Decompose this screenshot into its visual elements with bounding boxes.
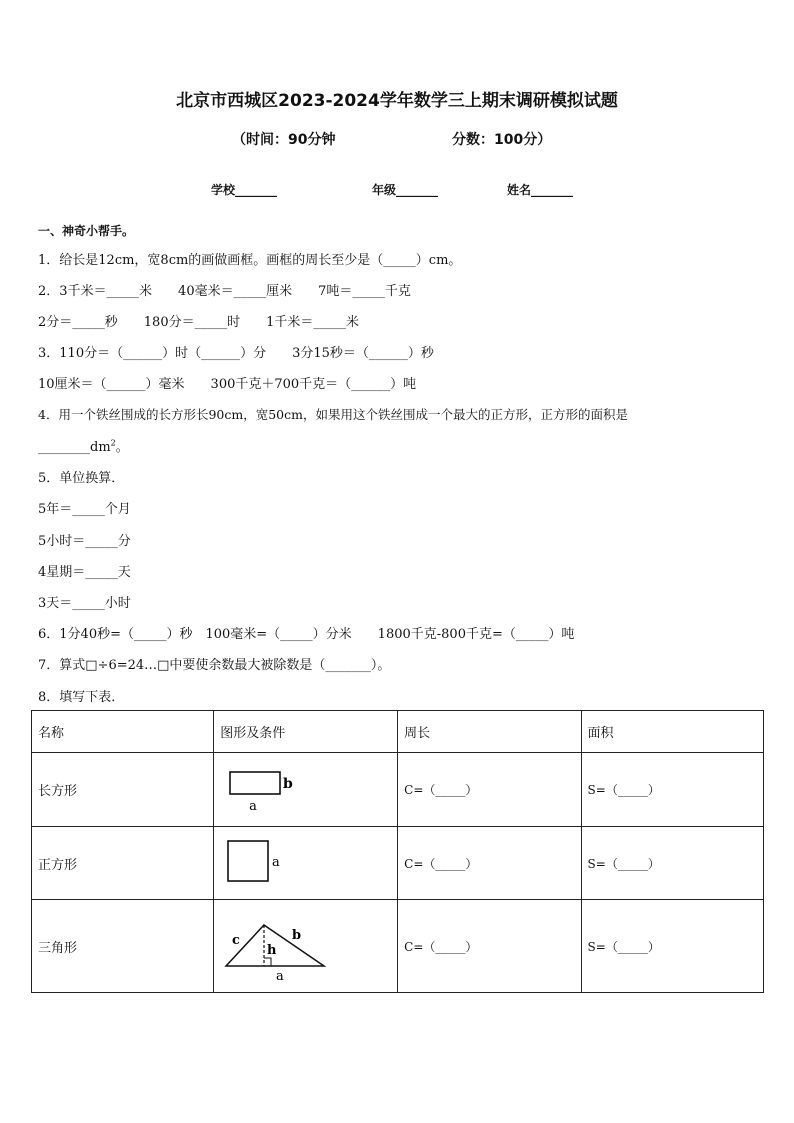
perimeter-blank: C=（_____）	[398, 900, 581, 993]
table-header-row	[32, 711, 764, 753]
perimeter-blank: C=（_____）	[398, 753, 581, 827]
header-shape: 图形及条件	[214, 711, 398, 753]
question-5-a: 5年＝_____个月	[38, 502, 131, 517]
table-row	[32, 827, 764, 900]
label-a: a	[249, 798, 258, 814]
question-7: 7．算式□÷6=24…□中要使余数最大被除数是（_______）。	[38, 658, 391, 673]
header-perimeter: 周长	[398, 711, 581, 753]
label-a: a	[272, 855, 280, 870]
row-name: 三角形	[32, 900, 214, 993]
question-4-answer: ________dm	[38, 440, 111, 455]
name-field: 姓名_______	[507, 183, 574, 197]
question-4-exponent: 2	[110, 438, 116, 448]
square-shape	[228, 841, 268, 881]
header-name: 名称	[32, 711, 214, 753]
question-3-line-2: 10厘米＝（______）毫米 300千克＋700千克＝（______）吨	[38, 377, 417, 392]
exam-time: （时间：90分钟	[232, 132, 336, 148]
exam-score: 分数：100分）	[452, 132, 552, 148]
triangle-figure	[220, 904, 380, 984]
area-blank: S=（_____）	[581, 900, 763, 993]
grade-field: 年级_______	[372, 183, 439, 197]
question-5-d: 3天＝_____小时	[38, 596, 131, 611]
fill-table	[31, 710, 764, 993]
label-b: b	[292, 928, 302, 943]
question-6: 6．1分40秒=（_____）秒 100毫米=（_____）分米 1800千克-800千克=（_____）吨	[38, 627, 575, 642]
row-name: 正方形	[32, 827, 214, 900]
page-title: 北京市西城区2023-2024学年数学三上期末调研模拟试题	[176, 91, 618, 111]
table-row	[32, 900, 764, 993]
question-5: 5．单位换算．	[38, 471, 125, 486]
square-figure-cell	[214, 827, 398, 900]
right-angle-mark	[264, 958, 271, 966]
square-figure	[220, 831, 380, 891]
header-area: 面积	[581, 711, 763, 753]
question-4-line-2	[38, 436, 129, 455]
label-b: b	[283, 775, 293, 792]
rectangle-shape	[230, 772, 280, 794]
area-blank: S=（_____）	[581, 753, 763, 827]
question-8: 8．填写下表．	[38, 690, 125, 705]
table-row	[32, 753, 764, 827]
question-5-c: 4星期＝_____天	[38, 565, 131, 580]
school-field: 学校_______	[211, 183, 278, 197]
rectangle-figure	[220, 758, 380, 818]
area-blank: S=（_____）	[581, 827, 763, 900]
label-c: c	[232, 933, 241, 948]
question-2-line-2: 2分＝_____秒 180分＝_____时 1千米＝_____米	[38, 315, 359, 330]
row-name: 长方形	[32, 753, 214, 827]
rectangle-figure-cell	[214, 753, 398, 827]
triangle-figure-cell	[214, 900, 398, 993]
question-3-line-1: 3．110分＝（______）时（______）分 3分15秒＝（______）秒	[38, 346, 434, 361]
question-5-b: 5小时＝_____分	[38, 534, 131, 549]
question-2-line-1: 2．3千米＝_____米 40毫米＝_____厘米 7吨＝_____千克	[38, 284, 411, 299]
question-4-end: 。	[115, 440, 129, 455]
perimeter-blank: C=（_____）	[398, 827, 581, 900]
question-4-line-1: 4．用一个铁丝围成的长方形长90cm，宽50cm，如果用这个铁丝围成一个最大的正方形，正方形的面积是	[38, 407, 628, 422]
section-title: 一、神奇小帮手。	[38, 224, 135, 238]
label-h: h	[267, 943, 277, 958]
question-1: 1．给长是12cm，宽8cm的画做画框。画框的周长至少是（_____）cm。	[38, 253, 462, 268]
label-a: a	[276, 969, 284, 984]
